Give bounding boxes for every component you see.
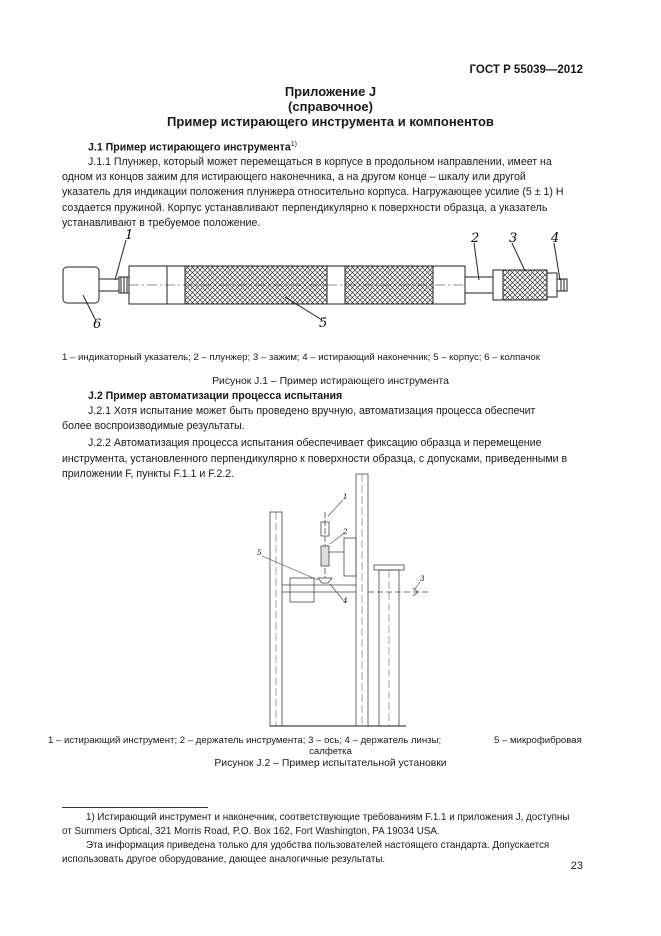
text-line: указатель для индикации положения плунжера относительно корпуса. Нагружающее усилие (5 ± 1) Н: [62, 186, 564, 199]
callout-2: 2: [471, 231, 480, 246]
callout-6: 6: [93, 317, 102, 332]
clamp-part: [503, 270, 547, 300]
figure1-legend: 1 – индикаторный указатель; 2 – плунжер; 3 – зажим; 4 – истирающий наконечник; 5 – корпус; 6 – колпачок: [62, 352, 540, 363]
text-line: J.1.1 Плунжер, который может перемещаться в корпусе в продольном направлении, имеет на: [88, 156, 552, 168]
footnote: [62, 811, 583, 867]
callout-4: 4: [551, 231, 560, 246]
footnote-mark: 1): [290, 141, 297, 148]
standard-number: ГОСТ Р 55039—2012: [469, 64, 583, 76]
figure2-legend-left: 1 – истирающий инструмент; 2 – держатель инструмента; 3 – ось; 4 – держатель линзы;: [48, 735, 442, 746]
footnote-line: от Summers Optical, 321 Morris Road, P.O. Box 162, Fort Washington, PA 19034 USA.: [62, 826, 440, 837]
text-line: инструмента, установленного перпендикулярно к поверхности образца, с допусками, приведенными в: [62, 452, 568, 465]
text-line: J.2.2 Автоматизация процесса испытания обеспечивает фиксацию образца и перемещение: [88, 437, 542, 450]
figure2-legend-wrap: салфетка: [309, 746, 352, 757]
footnote-line: использовать другое оборудование, дающее аналогичные результаты.: [62, 854, 386, 865]
annex-type: (справочное): [288, 99, 373, 114]
figure1-caption: Рисунок J.1 – Пример истирающего инструмента: [212, 376, 449, 387]
cap-part: [63, 267, 99, 303]
annex-title: Приложение J: [284, 84, 377, 99]
text-line: одном из концов зажим для истирающего наконечника, а на другом конце – шкалу или другой: [62, 171, 526, 184]
text-line: создается пружиной. Корпус устанавливают перпендикулярно к поверхности образца, а указатель: [62, 201, 548, 214]
setup-callout-4: 4: [343, 597, 348, 605]
test-setup-figure: [248, 460, 448, 735]
text-line: приложении F, пункты F.1.1 и F.2.2.: [62, 467, 235, 480]
abrasion-tool-figure: [55, 225, 595, 340]
footnote-line: Эта информация приведена только для удобства пользователей настоящего стандарта. Допускается: [86, 840, 550, 851]
callout-1: 1: [125, 228, 134, 243]
figure2-legend-right: 5 – микрофибровая: [494, 735, 582, 746]
section-j1-heading-text: J.1 Пример истирающего инструмента: [88, 141, 291, 154]
setup-callout-1: 1: [343, 493, 348, 501]
section-j1-heading: [88, 141, 297, 154]
callout-3: 3: [509, 231, 518, 246]
text-line: J.2.1 Хотя испытание может быть проведено вручную, автоматизация процесса обеспечит: [88, 405, 536, 417]
footnote-divider: [62, 807, 208, 808]
figure2-caption: Рисунок J.2 – Пример испытательной установки: [214, 758, 447, 769]
section-j1-text: [62, 155, 583, 231]
page-number: 23: [570, 860, 583, 872]
section-j2-heading: J.2 Пример автоматизации процесса испытания: [88, 390, 343, 402]
setup-callout-5: 5: [257, 549, 262, 557]
callout-5: 5: [319, 316, 328, 331]
text-line: устанавливают в требуемое положение.: [62, 216, 261, 229]
text-line: более воспроизводимые результаты.: [62, 420, 245, 433]
annex-subtitle: Пример истирающего инструмента и компонентов: [167, 114, 494, 129]
setup-callout-3: 3: [420, 575, 425, 583]
footnote-line: 1) Истирающий инструмент и наконечник, соответствующие требованиям F.1.1 и приложения J, доступны: [86, 812, 570, 823]
setup-callout-2: 2: [343, 528, 348, 536]
